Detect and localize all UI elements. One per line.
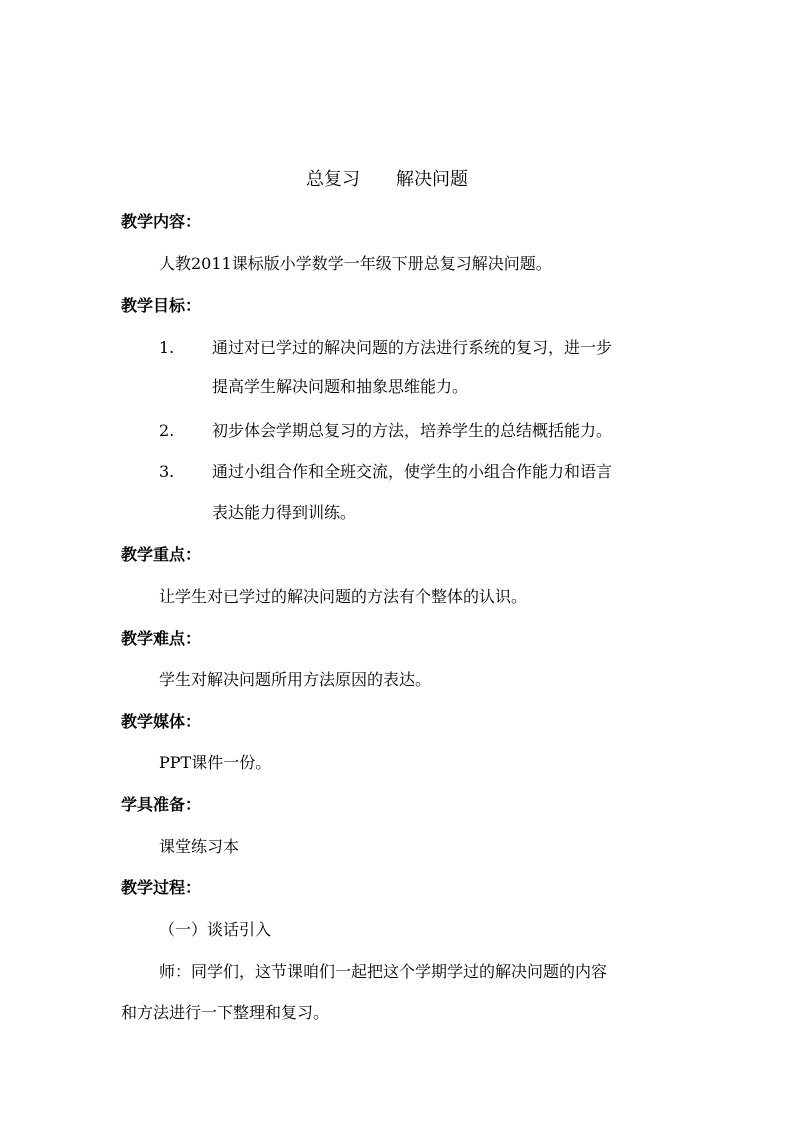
heading-objectives: 教学目标： — [121, 296, 202, 315]
heading-tools: 学具准备： — [121, 795, 202, 814]
objective-2-number: 2. — [159, 421, 175, 440]
heading-media: 教学媒体： — [121, 712, 202, 731]
difficulty-text: 学生对解决问题所用方法原因的表达。 — [159, 670, 432, 689]
process-subheading: （一）谈话引入 — [159, 920, 272, 939]
objective-3-number: 3. — [159, 462, 175, 481]
tools-text: 课堂练习本 — [159, 837, 240, 856]
key-point-text: 让学生对已学过的解决问题的方法有个整体的认识。 — [159, 587, 528, 606]
document-title — [306, 168, 468, 192]
objective-3-line-1: 通过小组合作和全班交流，使学生的小组合作能力和语言 — [212, 462, 613, 481]
objective-1-line-2: 提高学生解决问题和抽象思维能力。 — [212, 377, 469, 396]
heading-key-point: 教学重点： — [121, 545, 202, 564]
process-paragraph-line-1: 师：同学们，这节课咱们一起把这个学期学过的解决问题的内容 — [159, 962, 608, 981]
objective-3-line-2: 表达能力得到训练。 — [212, 503, 357, 522]
heading-content: 教学内容： — [121, 212, 202, 231]
process-paragraph-line-2: 和方法进行一下整理和复习。 — [121, 1003, 330, 1022]
media-text: PPT课件一份。 — [159, 753, 272, 772]
title-part-2: 解决问题 — [396, 169, 468, 190]
objective-1-number: 1. — [159, 338, 175, 357]
objective-1-line-1: 通过对已学过的解决问题的方法进行系统的复习，进一步 — [212, 338, 613, 357]
objective-2-line-1: 初步体会学期总复习的方法，培养学生的总结概括能力。 — [212, 421, 613, 440]
title-part-1: 总复习 — [306, 169, 360, 190]
content-text: 人教2011课标版小学数学一年级下册总复习解决问题。 — [159, 254, 552, 273]
heading-process: 教学过程： — [121, 878, 202, 897]
heading-difficulty: 教学难点： — [121, 629, 202, 648]
